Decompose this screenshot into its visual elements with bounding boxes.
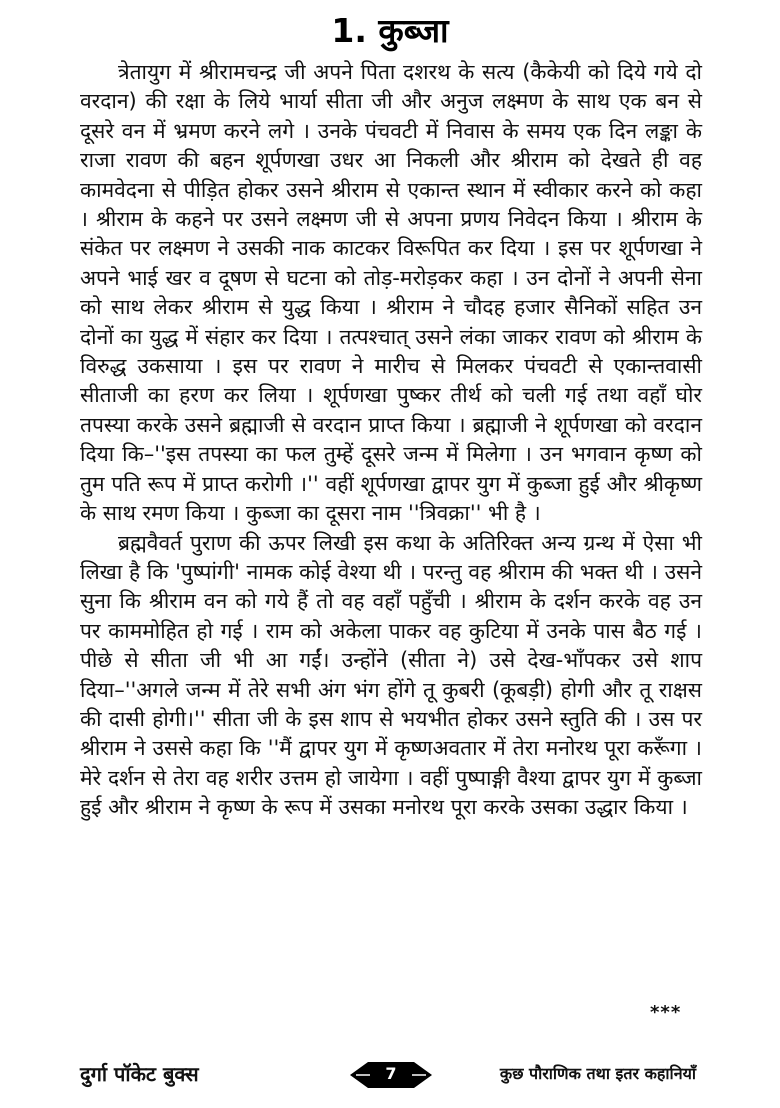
story-body bbox=[80, 58, 702, 823]
paragraph-2: ब्रह्मवैवर्त पुराण की ऊपर लिखी इस कथा के अतिरिक्त अन्य ग्रन्थ में ऐसा भी लिखा है कि 'पुष्पांगी' नामक कोई वेश्या थी । परन्तु वह श्रीराम की भक्त थी । उसने सुना कि श्रीराम वन को गये हैं तो वह वहाँ पहुँची । श्रीराम के दर्शन करके वह उन पर काममोहित हो गई । राम को अकेला पाकर वह कुटिया में उनके पास बैठ गई । पीछे से सीता जी भी आ गईं। उन्होंने (सीता ने) उसे देख-भाँपकर उसे शाप दिया–''अगले जन्म में तेरे सभी अंग भंग होंगे तू कुबरी (कूबड़ी) होगी और तू राक्षस की दासी होगी।'' सीता जी के इस शाप से भयभीत होकर उसने स्तुति की । उस पर श्रीराम ने उससे कहा कि ''मैं द्वापर युग में कृष्णअवतार में तेरा मनोरथ पूरा करूँगा । मेरे दर्शन से तेरा वह शरीर उत्तम हो जायेगा । वहीं पुष्पाङ्गी वैश्या द्वापर युग में कुब्जा हुई और श्रीराम ने कृष्ण के रूप में उसका मनोरथ पूरा करके उसका उद्धार किया । bbox=[80, 530, 702, 820]
end-mark: *** bbox=[650, 1002, 682, 1023]
footer-publisher: दुर्गा पॉकेट बुक्स bbox=[80, 1062, 199, 1086]
footer-book-title: कुछ पौराणिक तथा इतर कहानियाँ bbox=[499, 1064, 696, 1083]
paragraph-1: त्रेतायुग में श्रीरामचन्द्र जी अपने पिता दशरथ के सत्य (कैकेयी को दिये गये दो वरदान) की रक्षा के लिये भार्या सीता जी और अनुज लक्ष्मण के साथ एक बन से दूसरे वन में भ्रमण करने लगे । उनके पंचवटी में निवास के समय एक दिन लङ्का के राजा रावण की बहन शूर्पणखा उधर आ निकली और श्रीराम को देखते ही वह कामवेदना से पीड़ित होकर उसने श्रीराम से एकान्त स्थान में स्वीकार करने को कहा । श्रीराम के कहने पर उसने लक्ष्मण जी से अपना प्रणय निवेदन किया । श्रीराम के संकेत पर लक्ष्मण ने उसकी नाक काटकर विरूपित कर दिया । इस पर शूर्पणखा ने अपने भाई खर व दूषण से घटना को तोड़-मरोड़कर कहा । उन दोनों ने अपनी सेना को साथ लेकर श्रीराम से युद्ध किया । श्रीराम ने चौदह हजार सैनिकों सहित उन दोनों का युद्ध में संहार कर दिया । तत्पश्चात् उसने लंका जाकर रावण को श्रीराम के विरुद्ध उकसाया । इस पर रावण ने मारीच से मिलकर पंचवटी से एकान्तवासी सीताजी का हरण कर लिया । शूर्पणखा पुष्कर तीर्थ को चली गई तथा वहाँ घोर तपस्या करके उसने ब्रह्माजी से वरदान प्राप्त किया । ब्रह्माजी ने शूर्पणखा को वरदान दिया कि–''इस तपस्या का फल तुम्हें दूसरे जन्म में मिलेगा । उन भगवान कृष्ण को तुम पति रूप में प्राप्त करोगी ।'' वहीं शूर्पणखा द्वापर युग में कुब्जा हुई और श्रीकृष्ण के साथ रमण किया । कुब्जा का दूसरा नाम ''त्रिवक्रा'' भी है । bbox=[80, 60, 702, 526]
chapter-title: 1. कुब्जा bbox=[331, 11, 449, 50]
page-number: 7 bbox=[385, 1064, 397, 1083]
page-number-badge bbox=[350, 1061, 432, 1089]
